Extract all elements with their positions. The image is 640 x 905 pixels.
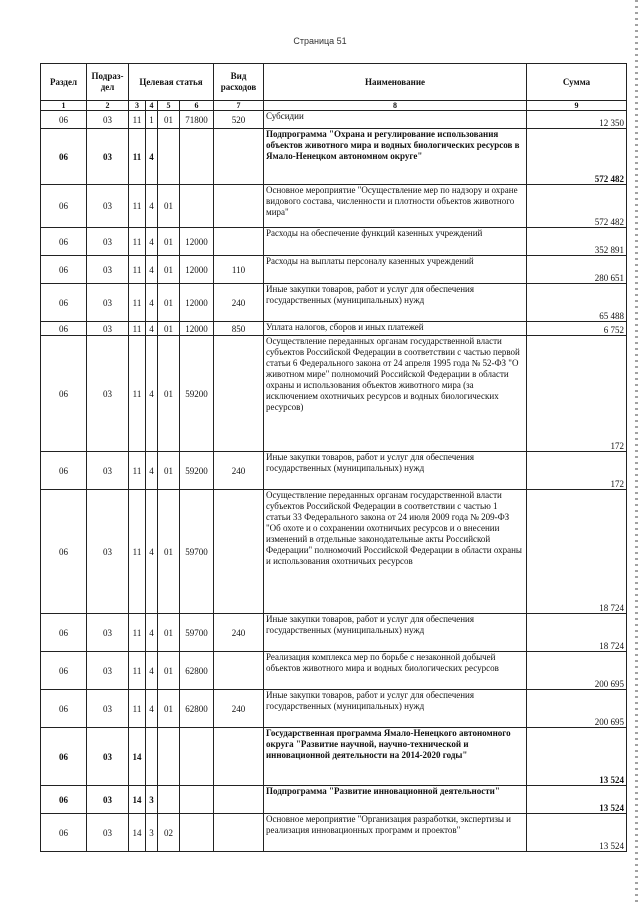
cell-target-1: 11 [129, 129, 146, 185]
table-row [41, 228, 627, 256]
cell-target-2: 3 [146, 786, 158, 814]
cell-podrazdel: 03 [87, 256, 129, 284]
cell-vid [214, 814, 264, 852]
cell-target-1: 11 [129, 284, 146, 322]
cell-target-3 [158, 129, 180, 185]
cell-target-4: 12000 [180, 284, 214, 322]
cell-target-1: 14 [129, 786, 146, 814]
cell-razdel: 06 [41, 111, 87, 129]
cell-summa: 18 724 [527, 490, 627, 614]
cell-razdel: 06 [41, 728, 87, 786]
cell-razdel: 06 [41, 614, 87, 652]
cell-target-3: 01 [158, 185, 180, 228]
col-number: 6 [180, 101, 214, 111]
cell-summa: 13 524 [527, 814, 627, 852]
cell-target-4 [180, 185, 214, 228]
table-row [41, 452, 627, 490]
cell-naimenovanie: Основное мероприятие "Организация разработки, экспертизы и реализация инновационных программ и проектов" [264, 814, 527, 852]
cell-naimenovanie: Расходы на выплаты персоналу казенных учреждений [264, 256, 527, 284]
cell-podrazdel: 03 [87, 129, 129, 185]
cell-naimenovanie: Иные закупки товаров, работ и услуг для обеспечения государственных (муниципальных) нужд [264, 614, 527, 652]
cell-target-3: 01 [158, 111, 180, 129]
cell-razdel: 06 [41, 129, 87, 185]
cell-target-3: 01 [158, 452, 180, 490]
cell-razdel: 06 [41, 256, 87, 284]
cell-naimenovanie: Иные закупки товаров, работ и услуг для обеспечения государственных (муниципальных) нужд [264, 452, 527, 490]
cell-summa: 6 752 [527, 322, 627, 336]
table-row [41, 322, 627, 336]
cell-target-1: 11 [129, 690, 146, 728]
cell-razdel: 06 [41, 228, 87, 256]
cell-target-2: 1 [146, 111, 158, 129]
cell-naimenovanie: Осуществление переданных органам государственной власти субъектов Российской Федерации в соответствии с частью первой статьи 6 Федерального закона от 24 апреля 1995 года № 52-ФЗ "О животном мире" полномочий Российской Федерации в области охраны и использования объектов животного мира (за исключением охотничьих ресурсов и водных биологических ресурсов) [264, 336, 527, 452]
cell-target-2: 4 [146, 614, 158, 652]
cell-razdel: 06 [41, 322, 87, 336]
cell-summa: 352 891 [527, 228, 627, 256]
cell-naimenovanie: Государственная программа Ямало-Ненецкого автономного округа "Развитие научной, научно-технической и инновационной деятельности на 2014-2020 годы" [264, 728, 527, 786]
cell-target-2 [146, 728, 158, 786]
cell-target-2: 4 [146, 652, 158, 690]
cell-naimenovanie: Расходы на обеспечение функций казенных учреждений [264, 228, 527, 256]
cell-summa: 572 482 [527, 129, 627, 185]
cell-target-2: 4 [146, 452, 158, 490]
cell-target-4: 12000 [180, 228, 214, 256]
col-number: 1 [41, 101, 87, 111]
cell-target-1: 11 [129, 111, 146, 129]
cell-summa: 13 524 [527, 786, 627, 814]
cell-target-4 [180, 786, 214, 814]
cell-razdel: 06 [41, 690, 87, 728]
cell-target-2: 4 [146, 336, 158, 452]
table-row [41, 111, 627, 129]
cell-razdel: 06 [41, 652, 87, 690]
scan-edge [635, 0, 638, 905]
cell-podrazdel: 03 [87, 690, 129, 728]
cell-vid: 520 [214, 111, 264, 129]
cell-vid [214, 786, 264, 814]
cell-target-3: 02 [158, 814, 180, 852]
table-row [41, 728, 627, 786]
cell-target-1: 11 [129, 614, 146, 652]
cell-target-2: 4 [146, 322, 158, 336]
header-naimenovanie: Наименование [264, 64, 527, 101]
cell-target-4 [180, 129, 214, 185]
cell-summa: 200 695 [527, 652, 627, 690]
cell-podrazdel: 03 [87, 652, 129, 690]
table-row [41, 256, 627, 284]
cell-podrazdel: 03 [87, 111, 129, 129]
cell-naimenovanie: Подпрограмма "Развитие инновационной деятельности" [264, 786, 527, 814]
cell-razdel: 06 [41, 284, 87, 322]
cell-podrazdel: 03 [87, 228, 129, 256]
cell-razdel: 06 [41, 814, 87, 852]
cell-target-3: 01 [158, 322, 180, 336]
col-number: 7 [214, 101, 264, 111]
cell-podrazdel: 03 [87, 728, 129, 786]
cell-naimenovanie: Реализация комплекса мер по борьбе с незаконной добычей объектов животного мира и водных биологических ресурсов [264, 652, 527, 690]
table-row [41, 690, 627, 728]
cell-target-2: 4 [146, 284, 158, 322]
cell-target-4 [180, 814, 214, 852]
cell-target-3 [158, 728, 180, 786]
cell-target-1: 11 [129, 336, 146, 452]
cell-target-1: 11 [129, 652, 146, 690]
header-vid-rashodov: Вид расходов [214, 64, 264, 101]
cell-vid [214, 228, 264, 256]
cell-naimenovanie: Иные закупки товаров, работ и услуг для обеспечения государственных (муниципальных) нужд [264, 284, 527, 322]
cell-podrazdel: 03 [87, 336, 129, 452]
cell-target-3: 01 [158, 336, 180, 452]
cell-summa: 172 [527, 336, 627, 452]
header-podrazdel: Подраз- дел [87, 64, 129, 101]
table-row [41, 814, 627, 852]
cell-target-2: 4 [146, 490, 158, 614]
col-number: 4 [146, 101, 158, 111]
header-celevaya-statya: Целевая статья [129, 64, 214, 101]
col-number: 2 [87, 101, 129, 111]
table-row [41, 652, 627, 690]
cell-summa: 172 [527, 452, 627, 490]
cell-target-3: 01 [158, 228, 180, 256]
cell-razdel: 06 [41, 786, 87, 814]
cell-naimenovanie: Иные закупки товаров, работ и услуг для обеспечения государственных (муниципальных) нужд [264, 690, 527, 728]
cell-razdel: 06 [41, 490, 87, 614]
cell-target-1: 14 [129, 728, 146, 786]
cell-target-1: 11 [129, 490, 146, 614]
cell-summa: 65 488 [527, 284, 627, 322]
cell-podrazdel: 03 [87, 322, 129, 336]
cell-target-4: 62800 [180, 690, 214, 728]
cell-vid: 850 [214, 322, 264, 336]
cell-vid: 240 [214, 452, 264, 490]
cell-vid: 110 [214, 256, 264, 284]
table-row [41, 490, 627, 614]
cell-target-4: 12000 [180, 322, 214, 336]
cell-vid [214, 652, 264, 690]
budget-table [40, 63, 627, 852]
cell-target-2: 4 [146, 185, 158, 228]
cell-target-2: 4 [146, 228, 158, 256]
page-number: Страница 51 [293, 36, 347, 46]
cell-target-4: 12000 [180, 256, 214, 284]
cell-summa: 200 695 [527, 690, 627, 728]
cell-target-2: 4 [146, 690, 158, 728]
cell-target-3: 01 [158, 614, 180, 652]
cell-naimenovanie: Осуществление переданных органам государственной власти субъектов Российской Федерации в соответствии с частью 1 статьи 33 Федерального закона от 24 июля 2009 года № 209-ФЗ "Об охоте и о сохранении охотничьих ресурсов и о внесении изменений в отдельные законодательные акты Российской Федерации" полномочий Российской Федерации в области охраны и использования охотничьих ресурсов [264, 490, 527, 614]
cell-summa: 18 724 [527, 614, 627, 652]
col-number: 9 [527, 101, 627, 111]
cell-target-4: 71800 [180, 111, 214, 129]
table-row [41, 614, 627, 652]
cell-vid: 240 [214, 284, 264, 322]
table-row [41, 786, 627, 814]
cell-target-1: 11 [129, 322, 146, 336]
cell-target-2: 4 [146, 256, 158, 284]
cell-vid: 240 [214, 614, 264, 652]
cell-podrazdel: 03 [87, 786, 129, 814]
cell-podrazdel: 03 [87, 490, 129, 614]
cell-vid [214, 490, 264, 614]
cell-naimenovanie: Субсидии [264, 111, 527, 129]
cell-razdel: 06 [41, 452, 87, 490]
cell-naimenovanie: Подпрограмма "Охрана и регулирование использования объектов животного мира и водных биологических ресурсов в Ямало-Ненецком автономном округе" [264, 129, 527, 185]
cell-target-2: 4 [146, 129, 158, 185]
column-number-row [41, 101, 627, 111]
table-row [41, 284, 627, 322]
header-razdel: Раздел [41, 64, 87, 101]
cell-vid [214, 185, 264, 228]
cell-summa: 13 524 [527, 728, 627, 786]
cell-target-4: 59700 [180, 490, 214, 614]
cell-target-4: 62800 [180, 652, 214, 690]
cell-vid [214, 129, 264, 185]
cell-podrazdel: 03 [87, 814, 129, 852]
cell-target-1: 11 [129, 185, 146, 228]
cell-target-1: 14 [129, 814, 146, 852]
cell-target-3: 01 [158, 652, 180, 690]
cell-target-1: 11 [129, 256, 146, 284]
cell-target-1: 11 [129, 452, 146, 490]
cell-summa: 572 482 [527, 185, 627, 228]
table-row [41, 185, 627, 228]
header-row [41, 64, 627, 101]
table-row [41, 336, 627, 452]
cell-target-4: 59200 [180, 452, 214, 490]
cell-target-4 [180, 728, 214, 786]
cell-razdel: 06 [41, 185, 87, 228]
cell-razdel: 06 [41, 336, 87, 452]
cell-podrazdel: 03 [87, 185, 129, 228]
cell-summa: 12 350 [527, 111, 627, 129]
col-number: 8 [264, 101, 527, 111]
cell-naimenovanie: Основное мероприятие "Осуществление мер по надзору и охране видового состава, численности и плотности объектов животного мира" [264, 185, 527, 228]
cell-vid: 240 [214, 690, 264, 728]
cell-vid [214, 728, 264, 786]
table-row [41, 129, 627, 185]
cell-podrazdel: 03 [87, 452, 129, 490]
cell-target-3 [158, 786, 180, 814]
cell-target-3: 01 [158, 256, 180, 284]
cell-target-1: 11 [129, 228, 146, 256]
cell-target-3: 01 [158, 490, 180, 614]
col-number: 5 [158, 101, 180, 111]
cell-target-2: 3 [146, 814, 158, 852]
cell-naimenovanie: Уплата налогов, сборов и иных платежей [264, 322, 527, 336]
header-summa: Сумма [527, 64, 627, 101]
cell-vid [214, 336, 264, 452]
cell-podrazdel: 03 [87, 284, 129, 322]
cell-target-3: 01 [158, 284, 180, 322]
cell-summa: 280 651 [527, 256, 627, 284]
cell-target-3: 01 [158, 690, 180, 728]
cell-target-4: 59700 [180, 614, 214, 652]
cell-podrazdel: 03 [87, 614, 129, 652]
cell-target-4: 59200 [180, 336, 214, 452]
col-number: 3 [129, 101, 146, 111]
